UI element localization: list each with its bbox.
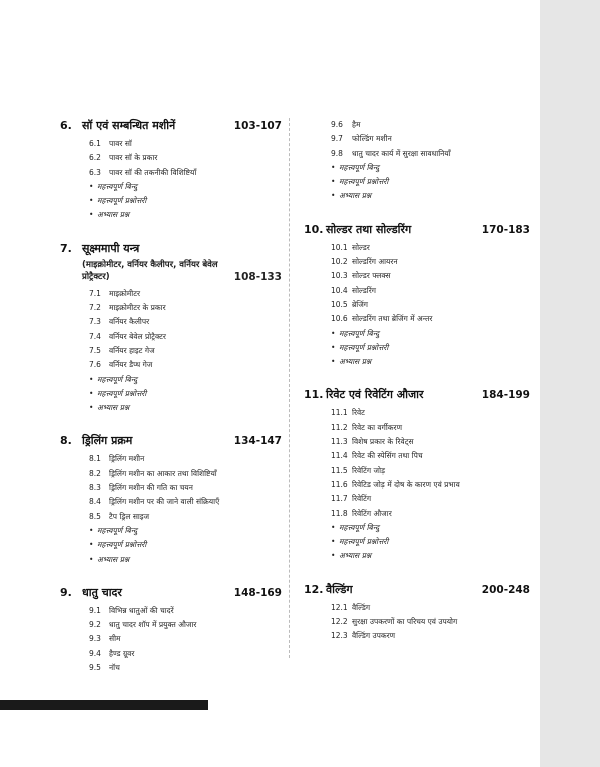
section-number: 6.1	[89, 139, 101, 148]
section-title: नॉच	[109, 663, 120, 673]
section-entry	[331, 492, 530, 506]
section-list	[60, 452, 282, 566]
chapter-heading	[304, 222, 530, 237]
section-list	[60, 137, 282, 223]
chapter-block	[60, 241, 282, 416]
section-number: 10.4	[331, 285, 348, 295]
bullet-icon: •	[89, 196, 94, 206]
bullet-text: अभ्यास प्रश्न	[339, 191, 372, 201]
toc-left-column	[60, 118, 282, 693]
section-title: रिवेटिंग	[352, 494, 372, 504]
section-entry	[89, 137, 282, 151]
bullet-icon: •	[89, 540, 94, 550]
bullet-entry	[89, 401, 282, 415]
section-entry	[331, 284, 530, 298]
chapter-pages: 148-169	[233, 586, 282, 599]
chapter-heading	[304, 387, 530, 402]
section-entry	[89, 287, 282, 301]
section-entry	[89, 344, 282, 358]
bullet-entry	[331, 341, 530, 355]
chapter-pages: 184-199	[481, 389, 530, 402]
section-number: 8.3	[89, 483, 101, 493]
bullet-text: अभ्यास प्रश्न	[339, 551, 372, 561]
bullet-text: अभ्यास प्रश्न	[339, 357, 372, 367]
section-entry	[331, 255, 530, 269]
chapter-title: वैल्डिंग	[326, 582, 353, 596]
section-title: पावर सॉ के प्रकार	[109, 153, 158, 163]
chapter-number: 10.	[304, 222, 324, 236]
section-title: रिवेटिड जोड़ में दोष के कारण एवं प्रभाव	[352, 479, 460, 489]
section-entry	[89, 166, 282, 180]
section-number: 7.6	[89, 360, 101, 370]
section-title: धातु चादर कार्य में सुरक्षा सावधानियाँ	[352, 148, 451, 158]
bullet-entry	[89, 387, 282, 401]
chapter-heading	[60, 433, 282, 448]
chapter-block	[304, 222, 530, 370]
section-entry	[331, 464, 530, 478]
chapter-block	[304, 582, 530, 644]
section-number: 6.3	[89, 167, 101, 177]
bullet-icon: •	[331, 177, 336, 187]
section-title: ड्रिलिंग मशीन पर की जाने वाली संक्रियाएँ	[109, 497, 220, 507]
section-entry	[331, 507, 530, 521]
section-title: फोल्डिंग मशीन	[352, 134, 392, 144]
section-title: माइक्रोमीटर के प्रकार	[109, 303, 166, 313]
bullet-text: महत्त्वपूर्ण प्रश्नोत्तरी	[339, 177, 389, 187]
bullet-text: महत्त्वपूर्ण बिन्दु	[97, 374, 138, 384]
section-title: सोल्डरिंग आयरन	[352, 257, 398, 267]
section-number: 11.2	[331, 422, 348, 432]
section-title: वर्नियर बेवेल प्रोट्रैक्टर	[109, 331, 166, 341]
section-entry	[89, 510, 282, 524]
chapter-heading	[304, 582, 530, 597]
bullet-icon: •	[331, 522, 336, 532]
section-title: वैल्डिंग	[352, 602, 371, 612]
bullet-icon: •	[89, 388, 94, 398]
section-title: हैम	[352, 120, 361, 129]
section-number: 7.2	[89, 303, 101, 313]
chapter-title: धातु चादर	[82, 585, 122, 599]
chapter-number: 6.	[60, 119, 72, 132]
footer-bar	[0, 700, 208, 710]
section-list	[60, 287, 282, 416]
section-number: 12.3	[331, 631, 348, 641]
chapter-title: रिवेट एवं रिवेटिंग औजार	[326, 388, 424, 402]
section-entry	[89, 661, 282, 675]
chapter-block	[60, 585, 282, 675]
chapter-title: सॉ एवं सम्बन्धित मशीनें	[82, 119, 176, 132]
section-entry	[89, 315, 282, 329]
bullet-icon: •	[331, 357, 336, 367]
bullet-text: महत्त्वपूर्ण प्रश्नोत्तरी	[97, 388, 147, 398]
section-number: 7.4	[89, 331, 101, 341]
section-number: 9.5	[89, 663, 101, 673]
section-number: 10.6	[331, 314, 348, 324]
chapter-pages: 200-248	[481, 583, 530, 596]
section-number: 9.6	[331, 120, 343, 129]
section-title: रिवेटिंग जोड़	[352, 465, 386, 475]
chapter-pages: 103-107	[233, 120, 282, 132]
chapter-number: 9.	[60, 585, 72, 599]
section-number: 9.3	[89, 634, 101, 644]
chapter-subtitle-row	[60, 259, 282, 283]
bullet-entry	[89, 524, 282, 538]
section-entry	[89, 330, 282, 344]
bullet-text: महत्त्वपूर्ण बिन्दु	[97, 181, 138, 191]
bullet-icon: •	[331, 328, 336, 338]
section-title: ब्रेजिंग	[352, 299, 369, 309]
bullet-entry	[331, 161, 530, 175]
section-title: सोल्डर फ्लक्स	[352, 271, 391, 281]
chapter-block	[60, 433, 282, 566]
section-number: 9.7	[331, 134, 343, 144]
bullet-text: महत्त्वपूर्ण बिन्दु	[339, 328, 380, 338]
section-entry	[89, 481, 282, 495]
bullet-entry	[89, 553, 282, 567]
bullet-icon: •	[331, 342, 336, 352]
section-entry	[331, 435, 530, 449]
chapter-number: 7.	[60, 241, 72, 255]
section-number: 11.1	[331, 408, 348, 418]
section-title: वैल्डिंग उपकरण	[352, 631, 396, 641]
section-number: 11.8	[331, 508, 348, 518]
bullet-text: महत्त्वपूर्ण बिन्दु	[339, 522, 380, 532]
section-entry	[89, 647, 282, 661]
section-number: 9.1	[89, 605, 101, 615]
section-title: माइक्रोमीटर	[109, 288, 141, 298]
chapter-pages: 134-147	[233, 435, 282, 448]
section-entry	[331, 629, 530, 643]
section-number: 10.1	[331, 242, 348, 252]
section-number: 12.2	[331, 617, 348, 627]
section-number: 8.4	[89, 497, 101, 507]
section-title: सोल्डरिंग	[352, 285, 377, 295]
bullet-entry	[331, 355, 530, 369]
section-title: रिवेट की स्पेसिंग तथा पिच	[352, 451, 423, 461]
chapter-number: 8.	[60, 434, 72, 448]
section-number: 11.3	[331, 437, 348, 447]
section-entry	[89, 632, 282, 646]
chapter-title: सूक्ष्ममापी यन्त्र	[82, 241, 140, 255]
section-title: सुरक्षा उपकरणों का परिचय एवं उपयोग	[352, 617, 458, 627]
toc-right-column	[304, 118, 530, 662]
section-entry	[89, 301, 282, 315]
section-title: ड्रिलिंग मशीन की गति का चयन	[109, 483, 193, 493]
bullet-text: महत्त्वपूर्ण प्रश्नोत्तरी	[97, 196, 147, 206]
bullet-entry	[89, 180, 282, 194]
section-number: 6.2	[89, 153, 101, 163]
section-title: सोल्डर	[352, 242, 370, 252]
section-entry	[331, 406, 530, 420]
section-entry	[331, 269, 530, 283]
bullet-entry	[331, 535, 530, 549]
bullet-text: अभ्यास प्रश्न	[97, 554, 130, 564]
bullet-icon: •	[331, 537, 336, 547]
section-list	[304, 406, 530, 563]
section-number: 11.6	[331, 479, 348, 489]
section-title: ड्रिलिंग मशीन का आकार तथा विशिष्टियाँ	[109, 468, 217, 478]
section-entry	[89, 467, 282, 481]
bullet-icon: •	[331, 191, 336, 201]
chapter-block	[60, 118, 282, 223]
section-title: टैप ड्रिल साइज	[109, 511, 150, 521]
section-number: 9.2	[89, 620, 101, 630]
section-number: 11.4	[331, 451, 348, 461]
chapter-title: सोल्डर तथा सोल्डरिंग	[326, 222, 412, 236]
section-title: हैण्ड ग्रूवर	[109, 648, 135, 658]
section-entry	[89, 618, 282, 632]
section-number: 12.1	[331, 602, 348, 612]
section-number: 8.1	[89, 454, 101, 464]
section-entry	[331, 132, 530, 146]
side-margin-strip	[540, 0, 600, 767]
section-entry	[331, 478, 530, 492]
bullet-text: अभ्यास प्रश्न	[97, 403, 130, 413]
section-entry	[331, 615, 530, 629]
section-entry	[89, 495, 282, 509]
section-title: विशेष प्रकार के रिवेट्स	[352, 437, 414, 447]
bullet-entry	[331, 549, 530, 563]
section-number: 10.2	[331, 257, 348, 267]
bullet-icon: •	[89, 403, 94, 413]
section-number: 7.3	[89, 317, 101, 327]
section-number: 8.2	[89, 468, 101, 478]
section-entry	[331, 421, 530, 435]
section-title: ड्रिलिंग मशीन	[109, 454, 145, 464]
section-title: विभिन्न धातुओं की चादरें	[109, 605, 174, 615]
bullet-icon: •	[89, 525, 94, 535]
section-entry	[331, 118, 530, 132]
bullet-icon: •	[89, 374, 94, 384]
bullet-text: महत्त्वपूर्ण प्रश्नोत्तरी	[97, 540, 147, 550]
bullet-entry	[331, 175, 530, 189]
chapter-heading	[60, 118, 282, 133]
bullet-icon: •	[89, 210, 94, 220]
section-list	[304, 241, 530, 370]
chapter-heading	[60, 585, 282, 600]
section-number: 9.8	[331, 148, 343, 158]
bullet-entry	[89, 208, 282, 222]
chapter-pages: 170-183	[481, 223, 530, 236]
chapter-continuation	[304, 118, 530, 204]
section-list	[60, 604, 282, 675]
bullet-entry	[89, 538, 282, 552]
bullet-text: महत्त्वपूर्ण प्रश्नोत्तरी	[339, 537, 389, 547]
section-number: 11.7	[331, 494, 348, 504]
section-entry	[331, 449, 530, 463]
bullet-entry	[89, 373, 282, 387]
section-entry	[89, 151, 282, 165]
chapter-pages: 108-133	[233, 270, 282, 283]
chapter-number: 12.	[304, 582, 324, 596]
bullet-entry	[331, 327, 530, 341]
section-title: वर्नियर डैप्थ गेज	[109, 360, 153, 370]
section-title: सीम	[109, 634, 121, 644]
section-number: 10.5	[331, 299, 348, 309]
section-title: रिवेट का वर्गीकरण	[352, 422, 403, 432]
bullet-text: महत्त्वपूर्ण प्रश्नोत्तरी	[339, 342, 389, 352]
bullet-text: अभ्यास प्रश्न	[97, 210, 130, 220]
bullet-icon: •	[331, 162, 336, 172]
section-number: 7.5	[89, 345, 101, 355]
section-entry	[89, 604, 282, 618]
section-title: वर्नियर हाइट गेज	[109, 345, 155, 355]
section-number: 9.4	[89, 648, 101, 658]
chapter-number: 11.	[304, 388, 324, 402]
section-list	[304, 118, 530, 204]
chapter-block	[304, 387, 530, 563]
section-number: 8.5	[89, 511, 101, 521]
section-title: रिवेटिंग औजार	[352, 508, 392, 518]
section-entry	[331, 312, 530, 326]
bullet-entry	[331, 189, 530, 203]
section-number: 7.1	[89, 288, 101, 298]
section-number: 11.5	[331, 465, 348, 475]
section-title: पावर सॉ की तकनीकी विशिष्टियाँ	[109, 167, 197, 177]
section-title: रिवेट	[352, 408, 365, 418]
chapter-heading	[60, 241, 282, 256]
bullet-entry	[331, 521, 530, 535]
column-divider	[289, 118, 290, 658]
section-entry	[331, 241, 530, 255]
bullet-icon: •	[89, 181, 94, 191]
section-title: धातु चादर शॉप में प्रयुक्त औजार	[109, 620, 197, 630]
section-title: पावर सॉ	[109, 139, 132, 148]
bullet-text: महत्त्वपूर्ण बिन्दु	[97, 525, 138, 535]
section-entry	[331, 147, 530, 161]
section-title: सोल्डरिंग तथा ब्रेजिंग में अन्तर	[352, 314, 433, 324]
chapter-subtitle: (माइक्रोमीटर, वर्नियर कैलीपर, वर्नियर बेवेल प्रोट्रैक्टर)	[82, 259, 218, 282]
section-title: वर्नियर कैलीपर	[109, 317, 150, 327]
section-entry	[331, 601, 530, 615]
bullet-entry	[89, 194, 282, 208]
section-number: 10.3	[331, 271, 348, 281]
chapter-title: ड्रिलिंग प्रक्रम	[82, 434, 133, 448]
section-entry	[89, 452, 282, 466]
section-entry	[331, 298, 530, 312]
bullet-icon: •	[331, 551, 336, 561]
section-entry	[89, 358, 282, 372]
section-list	[304, 601, 530, 644]
bullet-icon: •	[89, 554, 94, 564]
bullet-text: महत्त्वपूर्ण बिन्दु	[339, 162, 380, 172]
